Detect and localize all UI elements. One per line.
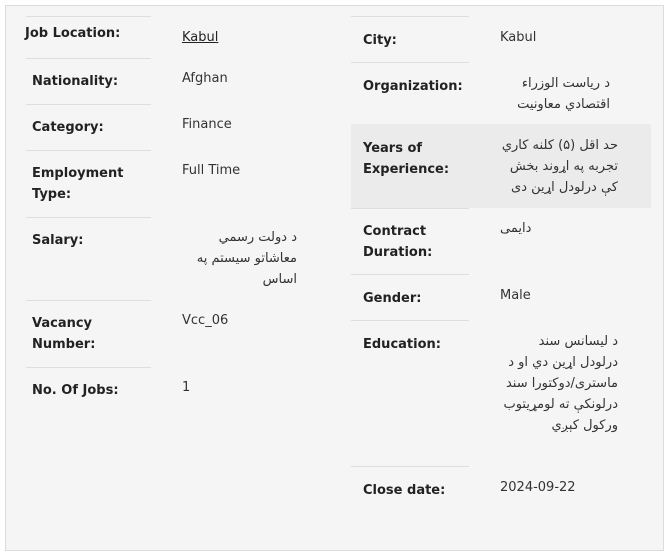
city-value: Kabul — [500, 30, 537, 45]
job-location-label: Job Location: — [25, 26, 121, 41]
vacancy-number-value: Vcc_06 — [182, 313, 229, 328]
vacancy-number-label: Vacancy Number: — [32, 316, 96, 352]
nationality-value: Afghan — [182, 71, 228, 86]
job-location-link[interactable]: Kabul — [182, 30, 219, 45]
contract-duration-label: Contract Duration: — [363, 224, 433, 260]
row-divider — [26, 300, 151, 301]
close-date-value: 2024-09-22 — [500, 480, 576, 495]
employment-type-value: Full Time — [182, 163, 241, 178]
category-label: Category: — [32, 120, 104, 135]
row-divider — [351, 62, 469, 63]
nationality-label: Nationality: — [32, 74, 119, 89]
job-details-panel — [5, 5, 664, 551]
salary-label: Salary: — [32, 233, 84, 248]
gender-value: Male — [500, 288, 531, 303]
education-label: Education: — [363, 337, 441, 352]
category-value: Finance — [182, 117, 232, 132]
row-divider — [26, 217, 151, 218]
row-divider — [26, 367, 151, 368]
organization-label: Organization: — [363, 79, 463, 94]
row-divider — [26, 16, 151, 17]
row-divider — [26, 104, 151, 105]
row-divider — [351, 320, 469, 321]
employment-type-label: Employment Type: — [32, 166, 124, 202]
contract-duration-value: دایمی — [500, 221, 532, 236]
years-of-experience-label: Years of Experience: — [363, 141, 450, 177]
city-label: City: — [363, 33, 397, 48]
years-of-experience-value: حد اقل (۵) کلنه کاري تجربه په اړوند بخش کې درلودل اړین دی — [501, 138, 618, 195]
row-divider — [26, 150, 151, 151]
salary-value: د دولت رسمي معاشاتو سیستم په اساس — [196, 230, 297, 287]
row-divider — [26, 58, 151, 59]
close-date-label: Close date: — [363, 483, 446, 498]
row-divider — [351, 466, 469, 467]
no-of-jobs-label: No. Of Jobs: — [32, 383, 119, 398]
no-of-jobs-value: 1 — [182, 380, 191, 395]
organization-value: د ریاست الوزراء اقتصادي معاونیت — [517, 76, 610, 112]
row-divider — [351, 208, 469, 209]
row-divider — [351, 16, 469, 17]
gender-label: Gender: — [363, 291, 422, 306]
education-value: د لیسانس سند درلودل اړین دي او د ماستری/دوکتورا سند درلونکې ته لومړیتوب ورکول کېږي — [503, 334, 618, 433]
row-divider — [351, 274, 469, 275]
